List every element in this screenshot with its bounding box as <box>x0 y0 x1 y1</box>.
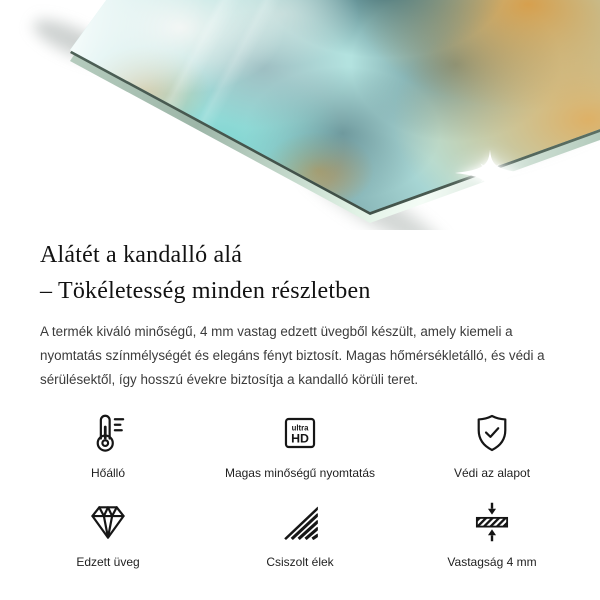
feature-label: Csiszolt élek <box>266 555 334 570</box>
feature-label: Magas minőségű nyomtatás <box>224 466 376 480</box>
thickness-icon <box>470 500 514 544</box>
feature-heat-resistant <box>12 411 204 480</box>
ultra-hd-icon <box>278 411 322 455</box>
sparkle-icon <box>450 138 530 208</box>
page-title <box>40 237 560 309</box>
diamond-icon <box>86 500 130 544</box>
product-image <box>0 0 600 230</box>
ultra-hd-badge-bottom: HD <box>291 431 309 446</box>
feature-ultra-hd-print <box>204 411 396 480</box>
feature-tempered-glass <box>12 500 204 569</box>
product-copy <box>0 237 600 570</box>
shield-check-icon <box>470 411 514 455</box>
polished-edges-icon <box>278 500 322 544</box>
ultra-hd-badge-top: ultra <box>291 423 309 433</box>
feature-grid <box>12 411 588 570</box>
feature-polished-edges <box>204 500 396 569</box>
thermometer-icon <box>86 411 130 455</box>
page-title-line2: – Tökéletesség minden részletben <box>40 278 371 304</box>
feature-label: Edzett üveg <box>76 555 140 570</box>
feature-protects-base <box>396 411 588 480</box>
feature-label: Hőálló <box>90 466 126 480</box>
feature-thickness-4mm <box>396 500 588 569</box>
feature-label: Vastagság 4 mm <box>447 555 537 570</box>
product-description-text: A termék kiváló minőségű, 4 mm vastag edzett üvegből készült, amely kiemeli a nyomtatás színmélységét és elegáns fényt biztosít. Magas hőmérsékletálló, és védi a sérülésektől, így hosszú évekre biztosítja a kandalló körüli teret. <box>40 324 545 387</box>
page-title-line1: Alátét a kandalló alá <box>40 242 243 268</box>
feature-label: Védi az alapot <box>453 466 531 480</box>
